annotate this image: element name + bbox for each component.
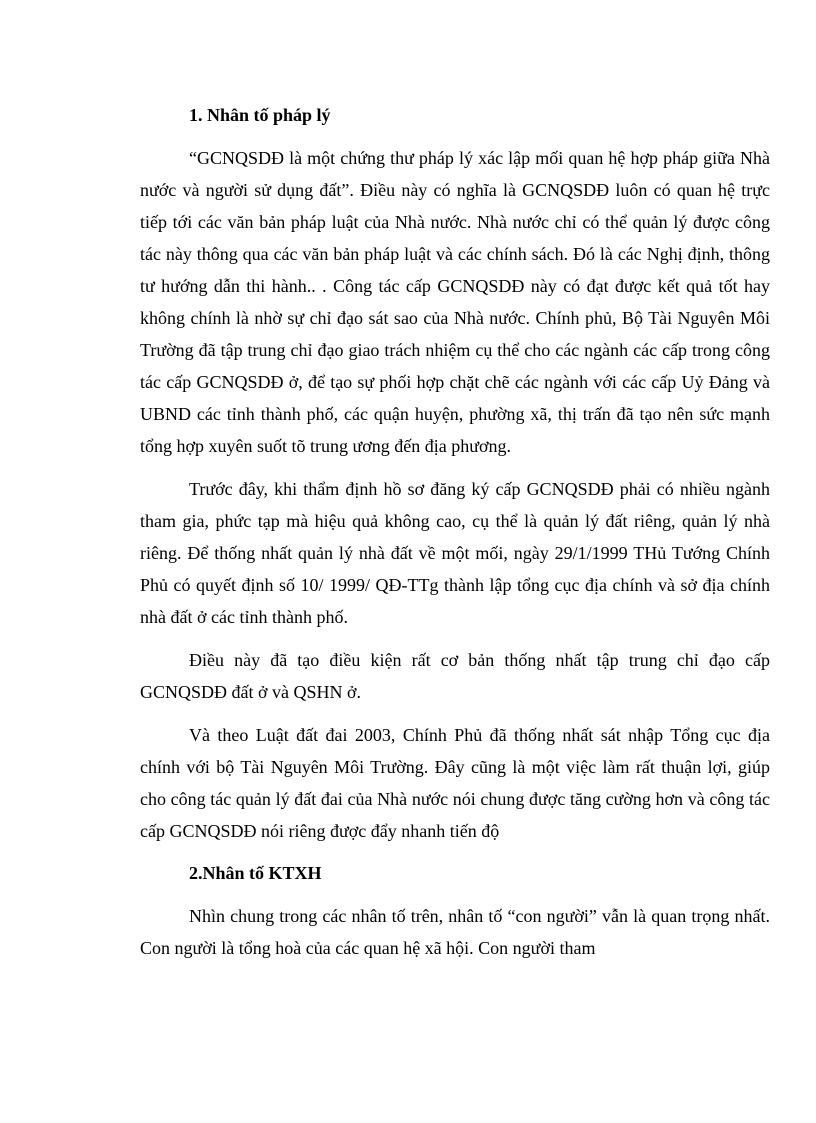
paragraph-land-law-2003: Và theo Luật đất đai 2003, Chính Phủ đã thống nhất sát nhập Tổng cục địa chính với bộ Tài Nguyên Môi Trường. Đây cũng là một việc làm rất thuận lợi, giúp cho công tác quản lý đất đai của Nhà nước nói chung được tăng cường hơn và công tác cấp GCNQSDĐ nói riêng được đẩy nhanh tiến độ	[140, 725, 770, 841]
paragraph-legal-definition: “GCNQSDĐ là một chứng thư pháp lý xác lập mối quan hệ hợp pháp giữa Nhà nước và người sử dụng đất”. Điều này có nghĩa là GCNQSDĐ luôn có quan hệ trực tiếp tới các văn bản pháp luật của Nhà nước. Nhà nước chỉ có thể quản lý được công tác này thông qua các văn bản pháp luật và các chính sách. Đó là các Nghị định, thông tư hướng dẫn thi hành.. . Công tác cấp GCNQSDĐ này có đạt được kết quả tốt hay không chính là nhờ sự chỉ đạo sát sao của Nhà nước. Chính phủ, Bộ Tài Nguyên Môi Trường đã tập trung chỉ đạo giao trách nhiệm cụ thể cho các ngành các cấp trong công tác cấp GCNQSDĐ ở, để tạo sự phối hợp chặt chẽ các ngành với các cấp Uỷ Đảng và UBND các tỉnh thành phố, các quận huyện, phường xã, thị trấn đã tạo nên sức mạnh tổng hợp xuyên suốt tõ trung ương đến địa phương.	[140, 148, 770, 456]
paragraph-human-factor: Nhìn chung trong các nhân tố trên, nhân tố “con người” vẫn là quan trọng nhất. Con người là tổng hoà của các quan hệ xã hội. Con người tham	[140, 906, 770, 958]
page-content	[140, 100, 770, 975]
section-heading-socioeconomic-factor: 2.Nhân tố KTXH	[189, 863, 322, 883]
paragraph-previous-appraisal: Trước đây, khi thẩm định hồ sơ đăng ký cấp GCNQSDĐ phải có nhiều ngành tham gia, phức tạp mà hiệu quả không cao, cụ thể là quản lý đất riêng, quản lý nhà riêng. Để thống nhất quản lý nhà đất về một mối, ngày 29/1/1999 THủ Tướng Chính Phủ có quyết định số 10/ 1999/ QĐ-TTg thành lập tổng cục địa chính và sở địa chính nhà đất ở các tỉnh thành phố.	[140, 479, 770, 627]
section-heading-legal-factor: 1. Nhân tố pháp lý	[189, 105, 331, 125]
paragraph-unified-direction: Điều này đã tạo điều kiện rất cơ bản thống nhất tập trung chỉ đạo cấp GCNQSDĐ đất ở và QSHN ở.	[140, 650, 770, 702]
